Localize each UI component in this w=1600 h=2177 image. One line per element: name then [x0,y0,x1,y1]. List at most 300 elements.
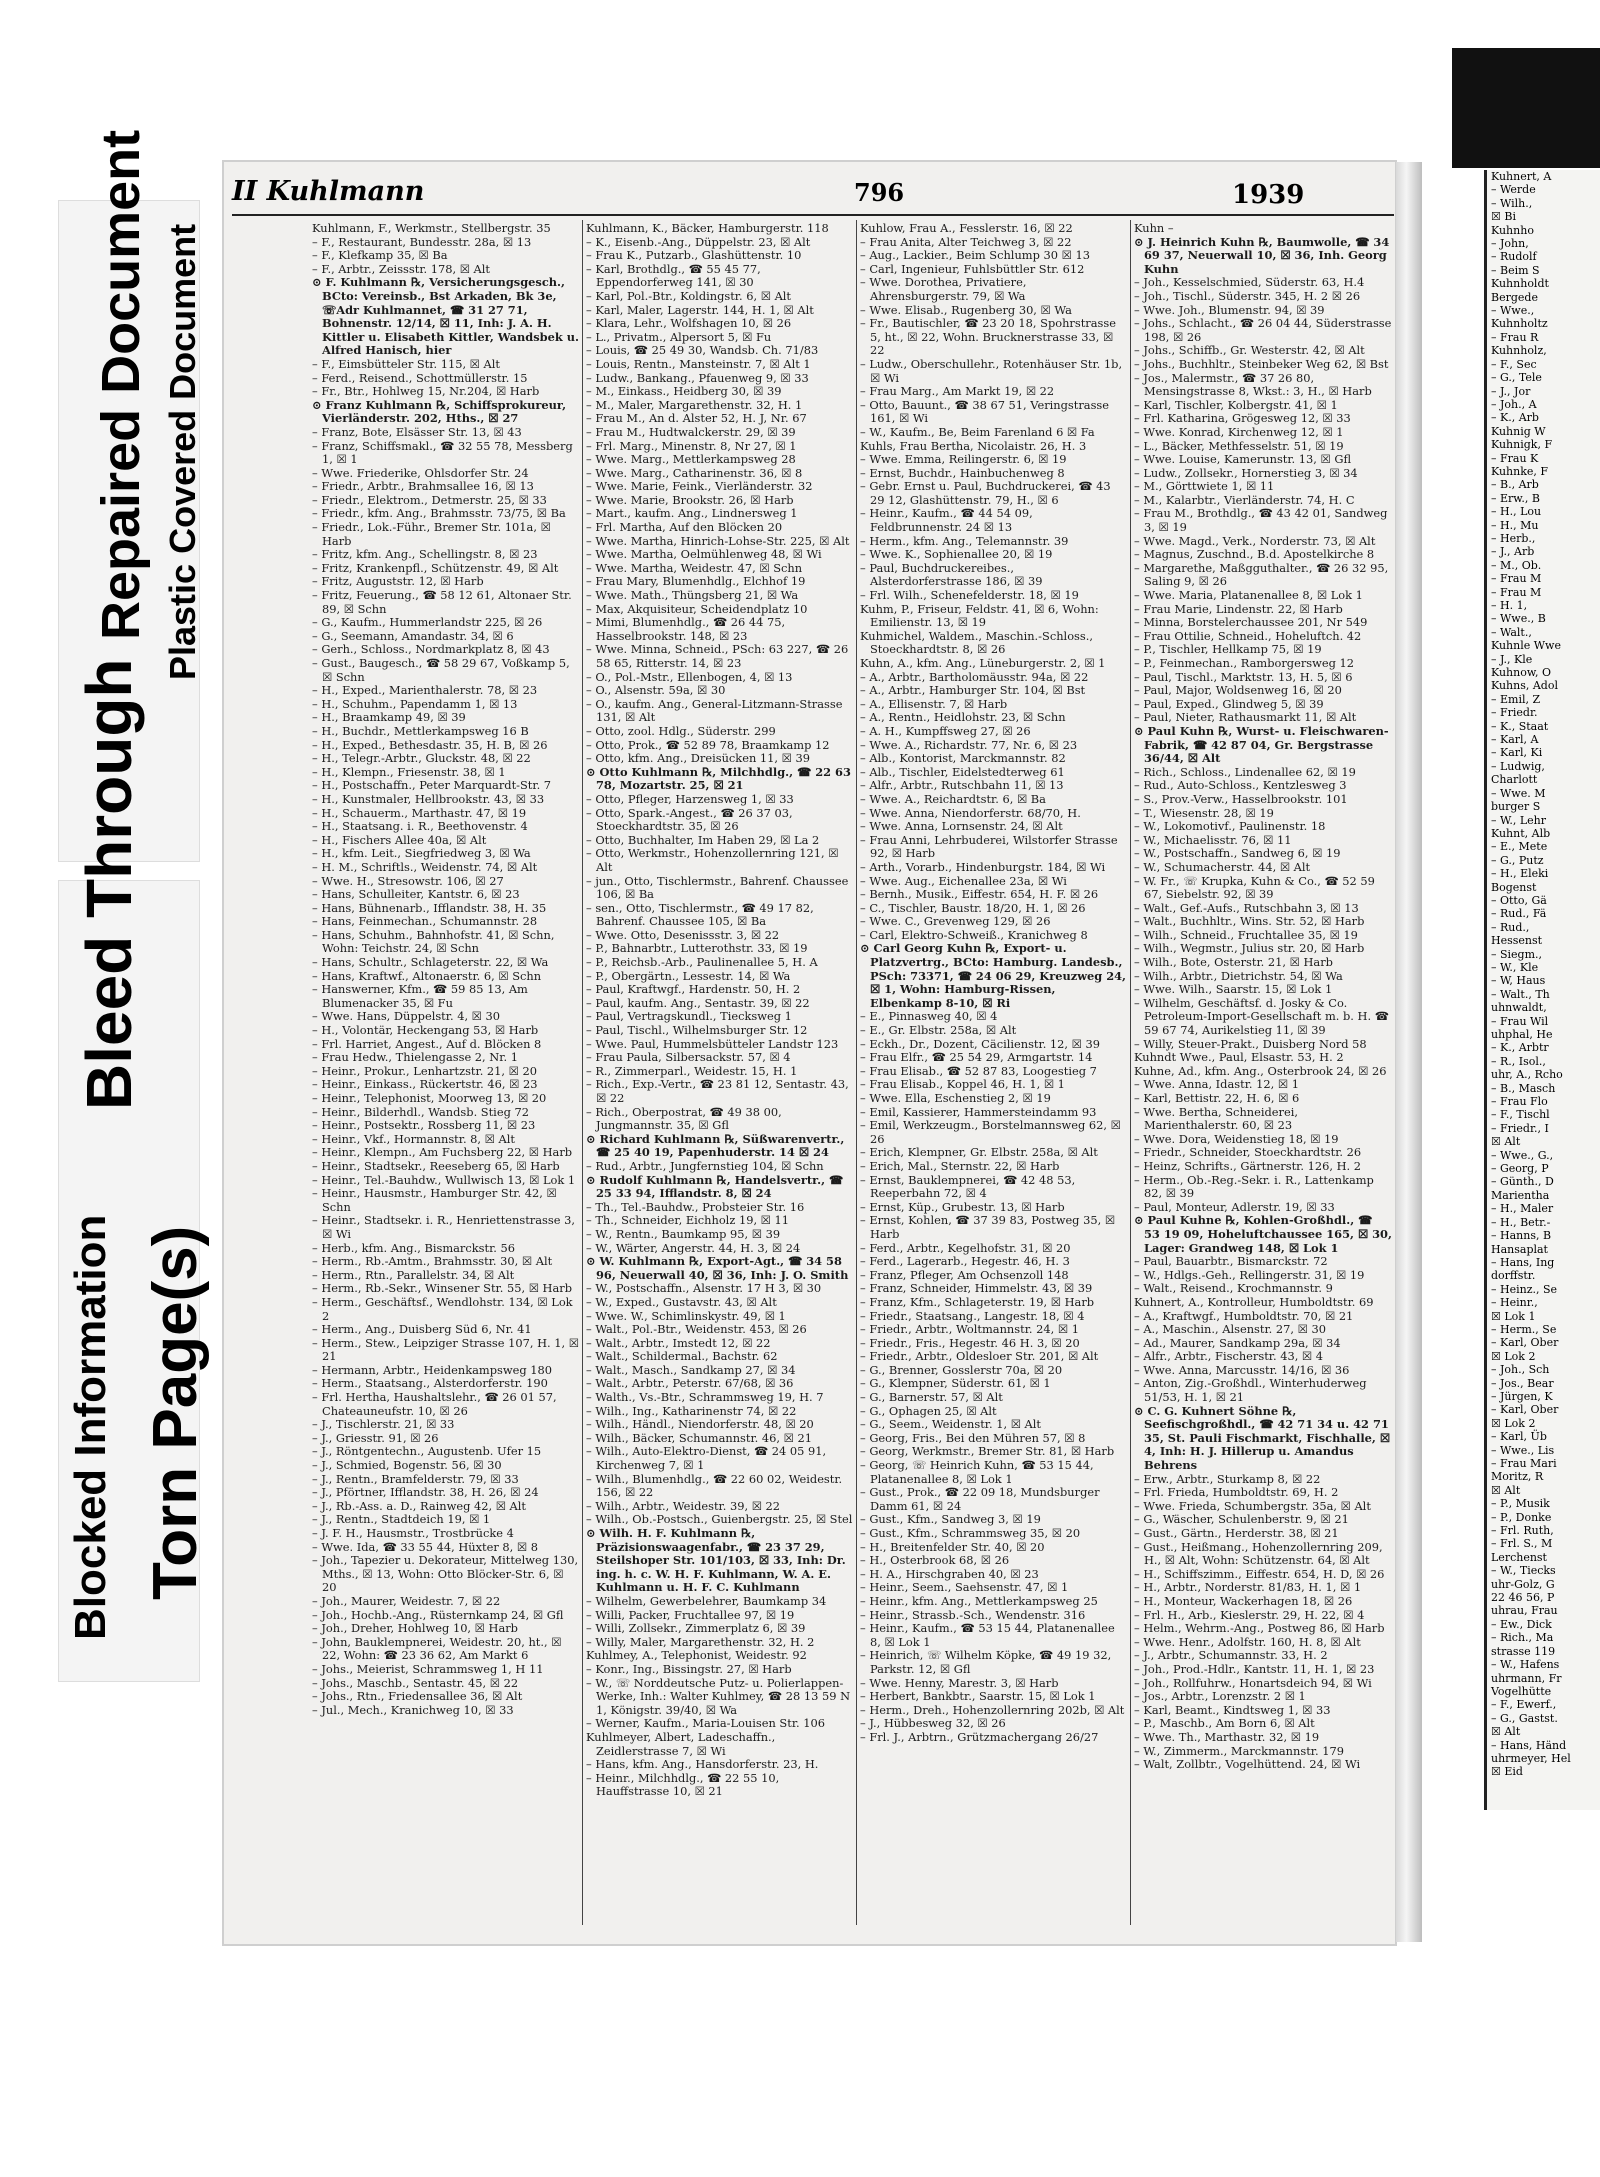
directory-entry: Kuhlmann, F., Werkmstr., Stellbergstr. 35 [312,222,551,235]
directory-entry: – Joh., Tapezier u. Dekorateur, Mittelweg 130, Mths., ☒ 13, Wohn: Otto Blöcker-Str. 6, ☒ 20 [312,1553,579,1595]
directory-entry: – Erw., Arbtr., Sturkamp 8, ☒ 22 [1134,1471,1321,1486]
directory-entry: – Willi, Packer, Fruchtallee 97, ☒ 19 [586,1607,795,1622]
directory-entry: – Wwe. Th., Marthastr. 32, ☒ 19 [1134,1729,1320,1744]
directory-entry: – Gust., Prok., ☎ 22 09 18, Mundsburger Damm 61, ☒ 24 [860,1485,1100,1513]
adjacent-entry: Bergede [1491,290,1538,304]
directory-entry: – Gerh., Schloss., Nordmarkplatz 8, ☒ 43 [312,642,550,657]
directory-entry: – Eckh., Dr., Dozent, Cäcilienstr. 12, ☒ 39 [860,1036,1100,1051]
directory-entry: – Frau Elisab., Koppel 46, H. 1, ☒ 1 [860,1077,1065,1092]
directory-entry: – Wilh., Ob.-Postsch., Guienbergstr. 25, ☒ Stel [586,1512,853,1527]
directory-entry: – F., Restaurant, Bundesstr. 28a, ☒ 13 [312,234,532,249]
directory-entry: – Friedr., Fris., Hegestr. 46 H. 3, ☒ 20 [860,1335,1080,1350]
directory-entry: – Herm., kfm. Ang., Telemannstr. 39 [860,533,1069,548]
directory-entry: – Heinr., Vkf., Hormannstr. 8, ☒ Alt [312,1131,515,1146]
directory-entry: – Georg, Werkmstr., Bremer Str. 81, ☒ Harb [860,1444,1115,1459]
directory-entry: – Hans, Schulleiter, Kantstr. 6, ☒ 23 [312,887,520,902]
directory-entry: – Wwe. H., Stresowstr. 106, ☒ 27 [312,873,504,888]
adjacent-entry: Kuhnow, O [1491,666,1551,680]
directory-entry: – W., Hdlgs.-Geh., Rellingerstr. 31, ☒ 19 [1134,1267,1365,1282]
directory-entry: – Wilhelm, Geschäftsf. d. Josky & Co. Petroleum-Import-Gesellschaft m. b. H. ☎ 59 67 74, Aurikelstieg 11, ☒ 39 [1134,995,1389,1038]
directory-entry: – Herm., Ang., Duisberg Süd 6, Nr. 41 [312,1322,532,1337]
directory-entry: Kuhlow, Frau A., Fesslerstr. 16, ☒ 22 [860,222,1073,235]
directory-entry: – Frl. H., Arb., Kieslerstr. 29, H. 22, ☒ 4 [1134,1607,1365,1622]
adjacent-entry: – Friedr., I [1491,1121,1549,1135]
adjacent-entry: – Frau Mari [1491,1457,1557,1470]
adjacent-entry: Bogenst [1491,880,1537,894]
directory-entry: – Johs., Schiffb., Gr. Westerstr. 42, ☒ Alt [1134,343,1365,358]
adjacent-entry: – Rud., [1491,920,1530,934]
directory-entry: – Friedr., Elektrom., Detmerstr. 25, ☒ 33 [312,492,547,507]
directory-entry: Kuhn – [1134,222,1174,235]
adjacent-entry: – K., Arb [1491,411,1539,425]
directory-entry: – Wwe. Bertha, Schneiderei, Marienthalerstr. 60, ☒ 23 [1134,1104,1298,1133]
directory-entry: – Wwe. Minna, Schneid., PSch: 63 227, ☎ 26 58 65, Ritterstr. 14, ☒ 23 [586,642,849,670]
adjacent-entry: uhrmeyer, Hel [1491,1751,1571,1765]
directory-entry: – P., Bahnarbtr., Lutterothstr. 33, ☒ 19 [586,941,808,956]
adjacent-entry: – J., Jor [1491,384,1531,398]
directory-entry: – Hermann, Arbtr., Heidenkampsweg 180 [312,1362,552,1377]
directory-entry: – Carl, Ingenieur, Fuhlsbüttler Str. 612 [860,261,1085,276]
directory-entry: – Johs., Buchhltr., Steinbeker Weg 62, ☒ Bst [1134,356,1389,371]
page-year: 1939 [1232,180,1305,210]
directory-entry: – Franz, Schiffsmakl., ☎ 32 55 78, Messberg 1, ☒ 1 [312,438,573,467]
adjacent-entry: – Wilh., [1491,196,1533,210]
adjacent-entry: – J., Kle [1491,652,1533,666]
adjacent-entry: 22 46 56, P [1491,1591,1555,1605]
directory-entry: – Wwe. Marie, Feink., Vierländerstr. 32 [586,479,813,494]
adjacent-entry: ☒ Alt [1491,1725,1521,1739]
adjacent-entry: ☒ Alt [1491,1135,1521,1149]
adjacent-entry: – Frau Flo [1491,1095,1548,1109]
directory-entry: – Friedr., Staatsang., Langestr. 18, ☒ 4 [860,1308,1085,1323]
directory-entry: – J., Pförtner, Ifflandstr. 38, H. 26, ☒ 24 [312,1485,539,1500]
directory-entry: – L., Bäcker, Methfesselstr. 51, ☒ 19 [1134,438,1344,453]
directory-entry: – Wwe. Henr., Adolfstr. 160, H. 8, ☒ Alt [1134,1634,1361,1649]
directory-entry: – Friedr., Arbtr., Oldesloer Str. 201, ☒ Alt [860,1349,1099,1364]
directory-entry: – W., Kaufm., Be, Beim Farenland 6 ☒ Fa [860,424,1095,439]
adjacent-entry: ☒ Lok 2 [1491,1349,1536,1363]
directory-entry: – O., kaufm. Ang., General-Litzmann-Strasse 131, ☒ Alt [586,696,843,725]
directory-entry: – Karl, Brothdlg., ☎ 55 45 77, Eppendorferweg 141, ☒ 30 [586,261,761,290]
directory-entry: – Franz, Kfm., Schlageterstr. 19, ☒ Harb [860,1294,1095,1309]
adjacent-entry: Hansaplat [1491,1242,1548,1256]
directory-entry: – Emil, Werkzeugm., Borstelmannsweg 62, ☒ 26 [860,1118,1121,1146]
adjacent-entry: – K., Staat [1491,719,1549,733]
adjacent-entry: uhnwaldt, [1491,1001,1547,1015]
directory-entry: – W., Exped., Gustavstr. 43, ☒ Alt [586,1294,777,1309]
adjacent-entry: – Frau R [1491,330,1539,344]
adjacent-entry: – Frl. Ruth, [1491,1524,1554,1538]
directory-entry: – W., Michaelisstr. 76, ☒ 11 [1134,832,1292,847]
directory-entry: – M., Maler, Margarethenstr. 32, H. 1 [586,397,803,412]
directory-entry: ⊙ F. Kuhlmann ℞, Versicherungsgesch., BCto: Vereinsb., Bst Arkaden, Bk 3e, ☏Adr Kuhlmannet, ☎ 31 27 71, Bohnenstr. 12/14, ☒ 11, Inh: J. A. H. Kittler u. Elisabeth Kittler, Wandsbek u. Alfred Hanisch, hier [312,275,579,358]
directory-entry: – W., Rentn., Baumkamp 95, ☒ 39 [586,1226,781,1241]
adjacent-entry: – F., Sec [1491,357,1537,371]
directory-entry: – H., Exped., Bethesdastr. 35, H. B, ☒ 26 [312,737,548,752]
adjacent-entry: – Rich., Ma [1491,1631,1554,1645]
adjacent-entry: – Wwe., Lis [1491,1443,1555,1457]
directory-entry: – Ernst, Küp., Grubestr. 13, ☒ Harb [860,1199,1065,1214]
directory-entry: – Friedr., Arbtr., Woltmannstr. 24, ☒ 1 [860,1322,1079,1337]
directory-entry: – Wwe. Aug., Eichenallee 23a, ☒ Wi [860,873,1067,888]
adjacent-entry: strasse 119 [1491,1644,1556,1658]
directory-entry: – Herm., Staatsang., Alsterdorferstr. 190 [312,1376,548,1391]
adjacent-entry: dorffstr. [1491,1269,1536,1283]
directory-entry: – Paul, Kraftwgf., Hardenstr. 50, H. 2 [586,982,801,997]
directory-entry: – P., Tischler, Hellkamp 75, ☒ 19 [1134,642,1322,657]
directory-entry: – Walt., Arbtr., Imstedt 12, ☒ 22 [586,1335,771,1350]
directory-entry: – Heinr., Seem., Saehsenstr. 47, ☒ 1 [860,1580,1069,1595]
directory-entry: – Heinr., Bilderhdl., Wandsb. Stieg 72 [312,1104,529,1119]
directory-entry: – J., Schmied, Bogenstr. 56, ☒ 30 [312,1458,502,1473]
directory-entry: – G., Barnerstr. 57, ☒ Alt [860,1390,1003,1405]
directory-entry: – G., Wäscher, Schulenberstr. 9, ☒ 21 [1134,1512,1349,1527]
directory-entry: – Johs., Maschb., Sentastr. 45, ☒ 22 [312,1675,519,1690]
directory-entry: – G., Seemann, Amandastr. 34, ☒ 6 [312,628,514,643]
directory-entry: – Wwe. Otto, Desenissstr. 3, ☒ 22 [586,927,780,942]
directory-entry: – Karl, Bettistr. 22, H. 6, ☒ 6 [1134,1091,1300,1105]
directory-entry: – J., Arbtr., Schumannstr. 33, H. 2 [1134,1648,1328,1663]
directory-entry: – Ernst, Buchdr., Hainbuchenweg 8 [860,465,1065,480]
directory-entry: – H., Schuhm., Papendamm 1, ☒ 13 [312,696,518,711]
adjacent-page-column [1487,170,1600,1810]
directory-entry: Kuhlmeyer, Albert, Ladeschaffn., Zeidlerstrasse 7, ☒ Wi [586,1729,776,1758]
column-divider [856,220,857,1925]
adjacent-entry: – Joh., A [1491,397,1537,411]
adjacent-entry: Kuhns, Adol [1491,679,1558,693]
adjacent-entry: – Werde [1491,183,1536,197]
adjacent-entry: – Herm., Se [1491,1322,1557,1336]
adjacent-entry: – Frl. S., M [1491,1537,1553,1551]
directory-entry: – Erich, Klempner, Gr. Elbstr. 258a, ☒ Alt [860,1145,1098,1160]
directory-entry: – Rich., Schloss., Lindenallee 62, ☒ 19 [1134,764,1356,779]
directory-entry: – Paul, Monteur, Adlerstr. 19, ☒ 33 [1134,1199,1335,1214]
page-header [232,176,1392,216]
directory-entry: – Heinr., Stadtsekr. i. R., Henriettenstrasse 3, ☒ Wi [312,1213,575,1241]
directory-entry: Kuhndt Wwe., Paul, Elsastr. 53, H. 2 [1134,1050,1344,1065]
directory-entry: – Wwe. Joh., Blumenstr. 94, ☒ 39 [1134,302,1325,317]
directory-entry: – Wwe. Elisab., Rugenberg 30, ☒ Wa [860,302,1072,317]
directory-entry: – Otto, Werkmstr., Hohenzollernring 121, ☒ Alt [586,846,839,874]
directory-entry: – F., Eimsbütteler Str. 115, ☒ Alt [312,356,500,371]
adjacent-entry: – B., Masch [1491,1081,1556,1095]
adjacent-entry: – F., Ewerf., [1491,1698,1557,1712]
directory-entry: – Gust., Gärtn., Herderstr. 38, ☒ 21 [1134,1526,1339,1540]
directory-entry: – Frau M., An d. Alster 52, H. J, Nr. 67 [586,411,807,426]
directory-entry: – Alfr., Arbtr., Fischerstr. 43, ☒ 4 [1134,1349,1324,1364]
adjacent-entry: – Beim S [1491,263,1540,277]
directory-entry: ⊙ Franz Kuhlmann ℞, Schiffsprokureur, Vierländerstr. 202, Hths., ☒ 27 [312,397,567,426]
directory-entry: – Karl, Tischler, Kolbergstr. 41, ☒ 1 [1134,397,1338,412]
adjacent-entry: – G., Putz [1491,853,1544,867]
directory-entry: – Otto, Pfleger, Harzensweg 1, ☒ 33 [586,791,794,806]
directory-entry: – Alb., Tischler, Eidelstedterweg 61 [860,764,1065,779]
adjacent-entry: – Ew., Dick [1491,1617,1552,1631]
directory-entry: – Friedr., Arbtr., Brahmsallee 16, ☒ 13 [312,479,534,494]
directory-entry: – E., Pinnasweg 40, ☒ 4 [860,1009,998,1024]
directory-entry: – Frl. Harriet, Angest., Auf d. Blöcken 8 [312,1036,542,1051]
adjacent-entry: Kuhnig W [1491,424,1546,438]
adjacent-entry: – H., Maler [1491,1202,1554,1216]
directory-entry: – Hans, Schultr., Schlageterstr. 22, ☒ Wa [312,955,549,970]
scan-frame-corner [1452,48,1600,168]
directory-entry: Kuhn, A., kfm. Ang., Lüneburgerstr. 2, ☒ 1 [860,656,1106,670]
directory-entry: – Joh., Maurer, Weidestr. 7, ☒ 22 [312,1593,501,1608]
directory-entry: – J., Griesstr. 91, ☒ 26 [312,1430,439,1445]
directory-entry: – Heinr., Kaufm., ☎ 53 15 44, Platanenallee 8, ☒ Lok 1 [860,1621,1115,1649]
directory-entry: – A., Arbtr., Hamburger Str. 104, ☒ Bst [860,683,1086,698]
directory-entry: – Franz, Pfleger, Am Ochsenzoll 148 [860,1267,1069,1282]
adjacent-entry: – G., Gastst. [1491,1711,1558,1725]
directory-entry: – Gust., Heißmang., Hohenzollernring 209, H., ☒ Alt, Wohn: Schützenstr. 64, ☒ Alt [1134,1539,1383,1568]
adjacent-entry: – Frau K [1491,451,1539,465]
directory-entry: – H., Schauerm., Marthastr. 47, ☒ 19 [312,805,527,820]
directory-entry: – H., Osterbrook 68, ☒ 26 [860,1553,1010,1568]
directory-entry: – Frau Mary, Blumenhdlg., Elchhof 19 [586,574,806,589]
directory-entry: – Magnus, Zuschnd., B.d. Apostelkirche 8 [1134,547,1375,562]
adjacent-entry: – E., Mete [1491,840,1548,854]
directory-entry: – Ludw., Zollsekr., Hornerstieg 3, ☒ 34 [1134,465,1358,480]
adjacent-entry: – Hans, Händ [1491,1738,1567,1752]
adjacent-entry: Kuhnert, A [1491,170,1552,183]
directory-entry: – Max, Akquisiteur, Scheidendplatz 10 [586,601,808,616]
directory-entry: – H., Volontär, Heckengang 53, ☒ Harb [312,1023,539,1038]
directory-entry: – S., Prov.-Verw., Hasselbrookstr. 101 [1134,791,1348,806]
directory-entry: – Ernst, Bauklempnerei, ☎ 42 48 53, Reeperbahn 72, ☒ 4 [860,1172,1076,1201]
adjacent-entry: burger S [1491,800,1541,814]
directory-entry: – Wwe. Paul, Hummelsbütteler Landstr 123 [586,1036,839,1051]
directory-entry: – Wilh., Bote, Osterstr. 21, ☒ Harb [1134,955,1333,970]
directory-entry: – Friedr., kfm. Ang., Brahmsstr. 73/75, ☒ Ba [312,506,566,521]
directory-entry: – Louis, ☎ 25 49 30, Wandsb. Ch. 71/83 [586,343,819,358]
directory-entry: – E., Gr. Elbstr. 258a, ☒ Alt [860,1023,1017,1038]
directory-entry: ⊙ Paul Kuhn ℞, Wurst- u. Fleischwaren-Fabrik, ☎ 42 87 04, Gr. Bergstrasse 36/44, ☒ Alt [1134,723,1389,766]
directory-entry: – Hanswerner, Kfm., ☎ 59 85 13, Am Blumenacker 35, ☒ Fu [312,982,528,1010]
directory-entry: – H. A., Hirschgraben 40, ☒ 23 [860,1566,1039,1581]
directory-entry: – Otto, Spark.-Angest., ☎ 26 37 03, Stoeckhardtstr. 35, ☒ 26 [586,805,793,834]
directory-entry: – Frau Paula, Silbersackstr. 57, ☒ 4 [586,1050,791,1065]
directory-entry: – Fr., Btr., Hohlweg 15, Nr.204, ☒ Harb [312,384,540,399]
adjacent-entry: Hessenst [1491,934,1543,948]
adjacent-entry: – Friedr. [1491,706,1538,720]
adjacent-entry: Marientha [1491,1188,1550,1202]
directory-entry: – Ferd., Lagerarb., Hegestr. 46, H. 3 [860,1254,1070,1269]
adjacent-entry: – Georg, P [1491,1162,1549,1176]
adjacent-entry: – H., Betr.- [1491,1215,1551,1229]
directory-entry: – Herm., Stew., Leipziger Strasse 107, H. 1, ☒ 21 [312,1335,579,1364]
directory-entry: – G., Klempner, Süderstr. 61, ☒ 1 [860,1376,1051,1391]
adjacent-entry: Kuhnke, F [1491,464,1549,478]
directory-entry: – Fritz, Krankenpfl., Schützenstr. 49, ☒ Alt [312,560,559,575]
directory-entry: – Frl. Frieda, Humboldtstr. 69, H. 2 [1134,1485,1339,1500]
adjacent-entry: ☒ Eid [1491,1765,1523,1779]
directory-entry: – Wwe. Martha, Hinrich-Lohse-Str. 225, ☒ Alt [586,533,850,548]
adjacent-entry: – Erw., B [1491,491,1540,505]
directory-entry: – Karl, Maler, Lagerstr. 144, H. 1, ☒ Alt [586,302,814,317]
directory-entry: – Th., Tel.-Bauhdw., Probsteier Str. 16 [586,1199,805,1214]
directory-entry: – Ad., Maurer, Sandkamp 29a, ☒ 34 [1134,1335,1341,1350]
directory-entry: – Frau Ottilie, Schneid., Hoheluftch. 42 [1134,628,1362,643]
directory-entry: – Joh., Tischl., Süderstr. 345, H. 2 ☒ 26 [1134,288,1361,303]
directory-entry: – H., Buchdr., Mettlerkampsweg 16 B [312,723,529,738]
directory-entry: – Joh., Prod.-Hdlr., Kantstr. 11, H. 1, ☒ 23 [1134,1661,1375,1676]
directory-entry: – Wwe. Magd., Verk., Norderstr. 73, ☒ Alt [1134,533,1376,548]
directory-entry: – W., Schumacherstr. 44, ☒ Alt [1134,859,1311,874]
directory-entry: – Georg, Fris., Bei den Mühren 57, ☒ 8 [860,1430,1086,1445]
directory-column-3 [860,222,1128,1922]
directory-entry: – Wwe. Frieda, Schumbergstr. 35a, ☒ Alt [1134,1498,1371,1513]
adjacent-entry: uhrmann, Fr [1491,1671,1562,1685]
directory-entry: – Walt., Buchhltr., Wins. Str. 52, ☒ Harb [1134,914,1365,929]
directory-entry: – Wwe. Math., Thüngsberg 21, ☒ Wa [586,588,799,603]
directory-entry: – Otto, Prok., ☎ 52 89 78, Braamkamp 12 [586,737,830,752]
directory-entry: – O., Alsenstr. 59a, ☒ 30 [586,683,726,698]
directory-entry: – O., Pol.-Mstr., Ellenbogen, 4, ☒ 13 [586,669,793,684]
page-edge [1396,162,1422,1942]
directory-entry: – M., Kalarbtr., Vierländerstr. 74, H. C [1134,492,1355,507]
directory-entry: – Herm., Rtn., Parallelstr. 34, ☒ Alt [312,1267,515,1282]
directory-entry: – Mimi, Blumenhdlg., ☎ 26 44 75, Hasselbrookstr. 148, ☒ 23 [586,615,786,643]
directory-entry: ⊙ Carl Georg Kuhn ℞, Export- u. Platzvertrg., BCto: Hamburg. Landesb., PSch: 73371, ☎ 24 06 29, Kreuzweg 24, ☒ 1, Wohn: Hamburg-Rissen, Elbenkamp 8-10, ☒ Ri [860,941,1127,1010]
directory-entry: – Wwe. Wilh., Saarstr. 15, ☒ Lok 1 [1134,982,1333,997]
directory-column-4 [1134,222,1392,1922]
directory-entry: – Hans, Bühnenarb., Ifflandstr. 38, H. 35 [312,900,547,915]
directory-entry: – Mart., kaufm. Ang., Lindnersweg 1 [586,506,798,521]
directory-entry: – J. F. H., Hausmstr., Trostbrücke 4 [312,1526,514,1540]
directory-entry: ⊙ J. Heinrich Kuhn ℞, Baumwolle, ☎ 34 69 37, Neuerwall 10, ☒ 36, Inh. Georg Kuhn [1134,234,1390,276]
directory-entry: – Wwe. Ella, Eschenstieg 2, ☒ 19 [860,1091,1051,1105]
adjacent-entry: – Jürgen, K [1491,1389,1553,1403]
directory-entry: – Wwe. Henny, Marestr. 3, ☒ Harb [860,1675,1059,1690]
directory-entry: – W., Postschaffn., Sandweg 6, ☒ 19 [1134,846,1341,861]
directory-entry: – Friedr., Schneider, Stoeckhardtstr. 26 [1134,1145,1362,1160]
directory-entry: – Rich., Exp.-Vertr., ☎ 23 81 12, Sentastr. 43, ☒ 22 [586,1077,849,1105]
directory-entry: – Fritz, kfm. Ang., Schellingstr. 8, ☒ 23 [312,547,538,562]
directory-entry: – J., Rentn., Bramfelderstr. 79, ☒ 33 [312,1471,519,1486]
directory-entry: – H., Schiffszimm., Eiffestr. 654, H. D, ☒ 26 [1134,1566,1385,1581]
directory-entry: – Frau Anni, Lehrbuderei, Wilstorfer Strasse 92, ☒ Harb [860,832,1118,861]
directory-entry: – Wilh., Bäcker, Schumannstr. 46, ☒ 21 [586,1430,812,1445]
directory-entry: – Konr., Ing., Bissingstr. 27, ☒ Harb [586,1661,792,1676]
directory-entry: – W., Zimmerm., Marckmannstr. 179 [1134,1743,1344,1758]
directory-entry: – Frl. Wilh., Schenefelderstr. 18, ☒ 19 [860,588,1079,603]
label-blocked-information: Blocked Information [66,1214,115,1640]
directory-entry: – R., Zimmerparl., Weidestr. 15, H. 1 [586,1063,798,1078]
directory-entry: ⊙ C. G. Kuhnert Söhne ℞, Seefischgroßhdl., ☎ 42 71 34 u. 42 71 35, St. Pauli Fischmarkt, Fischhalle, ☒ 4, Inh: H. J. Hillerup u. Amandus Behrens [1134,1403,1391,1473]
directory-entry: – Hans, kfm. Ang., Hansdorferstr. 23, H. [586,1757,819,1772]
directory-entry: – Walt., Masch., Sandkamp 27, ☒ 34 [586,1362,796,1377]
directory-entry: Kuhlmey, A., Telephonist, Weidestr. 92 [586,1648,807,1663]
directory-entry: – Heinr., Postsektr., Rossberg 11, ☒ 23 [312,1118,536,1133]
directory-entry: – Frau M., Hudtwalckerstr. 29, ☒ 39 [586,424,796,439]
header-title: II Kuhlmann [232,176,425,207]
directory-entry: – Heinrich, ☏ Wilhelm Köpke, ☎ 49 19 32, Parkstr. 12, ☒ Gfl [860,1648,1112,1676]
directory-entry: – Heinr., Klempn., Am Fuchsberg 22, ☒ Harb [312,1145,573,1160]
directory-entry: – Minna, Borstelerchaussee 201, Nr 549 [1134,615,1368,630]
directory-entry: – Carl, Elektro-Schweiß., Kranichweg 8 [860,927,1088,942]
directory-entry: Kuhne, Ad., kfm. Ang., Osterbrook 24, ☒ 26 [1134,1063,1387,1078]
directory-entry: – G., Kaufm., Hummerlandstr 225, ☒ 26 [312,615,543,630]
directory-entry: – Margarethe, Maßgguthalter., ☎ 26 32 95, Saling 9, ☒ 26 [1134,560,1389,589]
adjacent-entry: Kuhnho [1491,223,1534,237]
directory-entry: – Frau M., Brothdlg., ☎ 43 42 01, Sandweg 3, ☒ 19 [1134,506,1388,535]
directory-entry: – Wwe. K., Sophienallee 20, ☒ 19 [860,547,1053,562]
directory-entry: – Paul, Nieter, Rathausmarkt 11, ☒ Alt [1134,710,1357,725]
directory-entry: – Wwe. Marie, Brookstr. 26, ☒ Harb [586,492,794,507]
adjacent-entry: – Rudolf [1491,250,1537,264]
adjacent-entry: – Rud., Fä [1491,907,1547,921]
directory-entry: – Frau Elisab., ☎ 52 87 83, Loogestieg 7 [860,1063,1097,1078]
adjacent-entry: ☒ Lok 1 [1491,1309,1536,1323]
column-divider [582,220,583,1925]
directory-entry: – Frau Elfr., ☎ 25 54 29, Armgartstr. 14 [860,1050,1093,1065]
directory-entry: ⊙ Otto Kuhlmann ℞, Milchhdlg., ☎ 22 63 78, Mozartstr. 25, ☒ 21 [586,764,851,793]
directory-entry: ⊙ Rudolf Kuhlmann ℞, Handelsvertr., ☎ 25 33 94, Ifflandstr. 8, ☒ 24 [586,1172,844,1201]
adjacent-entry: – John, [1491,237,1529,251]
directory-entry: – H., kfm. Leit., Siegfriedweg 3, ☒ Wa [312,846,531,861]
directory-entry: – Willy, Maler, Margarethenstr. 32, H. 2 [586,1634,815,1649]
directory-entry: – Alfr., Arbtr., Rutschbahn 11, ☒ 13 [860,778,1064,793]
directory-entry: – Gust., Baugesch., ☎ 58 29 67, Voßkamp 5, ☒ Schn [312,656,570,684]
directory-entry: – Heinr., Hausmstr., Hamburger Str. 42, ☒ Schn [312,1186,557,1214]
directory-entry: – Paul, Major, Woldsenweg 16, ☒ 20 [1134,683,1342,698]
directory-entry: – Herbert, Bankbtr., Saarstr. 15, ☒ Lok 1 [860,1689,1096,1704]
directory-entry: – Hans, Feinmechan., Schumannstr. 28 [312,914,538,929]
directory-entry: – Paul, Tischl., Marktstr. 13, H. 5, ☒ 6 [1134,669,1353,684]
directory-entry: – G., Brenner, Gosslerstr 70a, ☒ 20 [860,1362,1063,1377]
directory-entry: – Ludw., Bankang., Pfauenweg 9, ☒ 33 [586,370,809,385]
adjacent-entry: uhphal, He [1491,1028,1553,1041]
adjacent-entry: – Wwe., B [1491,612,1546,626]
directory-entry: – Paul, Tischl., Wilhelmsburger Str. 12 [586,1023,808,1038]
directory-entry: – Otto, Bauunt., ☎ 38 67 51, Veringstrasse 161, ☒ Wi [860,397,1110,426]
directory-entry: Kuhls, Frau Bertha, Nicolaistr. 26, H. 3 [860,438,1087,453]
adjacent-entry: uhr-Golz, G [1491,1577,1555,1591]
directory-entry: – J., Tischlerstr. 21, ☒ 33 [312,1417,455,1432]
adjacent-entry: – Walt., Th [1491,987,1550,1001]
directory-entry: – jun., Otto, Tischlermstr., Bahrenf. Chaussee 106, ☒ Ba [586,873,849,902]
directory-entry: – Rud., Auto-Schloss., Kentzlesweg 3 [1134,778,1347,793]
directory-entry: – L., Privatm., Alpersort 5, ☒ Fu [586,329,772,344]
directory-entry: – A., Rentn., Heidlohstr. 23, ☒ Schn [860,710,1066,725]
directory-entry: – Rich., Oberpostrat, ☎ 49 38 00, Jungmannstr. 35, ☒ Gfl [586,1104,782,1133]
directory-entry: – G., Ophagen 25, ☒ Alt [860,1403,997,1418]
directory-entry: – C., Tischler, Baustr. 18/20, H. 1, ☒ 26 [860,900,1086,915]
directory-entry: – Paul, Bauarbtr., Bismarckstr. 72 [1134,1254,1328,1269]
adjacent-entry: – Hanns, B [1491,1229,1552,1243]
directory-entry: – Werner, Kaufm., Maria-Louisen Str. 106 [586,1716,825,1731]
directory-entry: – Walt., Pol.-Btr., Weidenstr. 453, ☒ 26 [586,1322,807,1337]
directory-entry: – Walt., Schildermal., Bachstr. 62 [586,1349,778,1364]
directory-entry: – Frau K., Putzarb., Glashüttenstr. 10 [586,248,802,263]
directory-entry: – Anton, Zig.-Großhdl., Winterhuderweg 51/53, H. 1, ☒ 21 [1134,1376,1367,1405]
directory-entry: Kuhm, P., Friseur, Feldstr. 41, ☒ 6, Wohn: Emilienstr. 13, ☒ 19 [860,601,1099,630]
directory-entry: – A., Maschin., Alsenstr. 27, ☒ 30 [1134,1322,1326,1337]
label-plastic-covered: Plastic Covered Document [162,223,203,680]
directory-entry: – Karl, Pol.-Btr., Koldingstr. 6, ☒ Alt [586,288,792,303]
directory-entry: – Wwe. Marg., Mettlerkampsweg 28 [586,452,796,467]
adjacent-entry: – Herb., [1491,531,1536,545]
directory-entry: – Frl. Hertha, Haushaltslehr., ☎ 26 01 57, Chateauneufstr. 10, ☒ 26 [312,1390,557,1418]
directory-entry: – Wilh., Arbtr., Dietrichstr. 54, ☒ Wa [1134,968,1343,983]
adjacent-entry: – P., Donke [1491,1510,1552,1524]
adjacent-entry: – P., Musik [1491,1497,1550,1511]
directory-entry: – Willy, Steuer-Prakt., Duisberg Nord 58 [1134,1036,1367,1051]
directory-entry: – Heinz, Schrifts., Gärtnerstr. 126, H. 2 [1134,1158,1362,1173]
directory-entry: – Aug., Lackier., Beim Schlump 30 ☒ 13 [860,248,1090,263]
directory-entry: – K., Eisenb.-Ang., Düppelstr. 23, ☒ Alt [586,234,811,249]
directory-entry: ⊙ W. Kuhlmann ℞, Export-Agt., ☎ 34 58 96, Neuerwall 40, ☒ 36, Inh: J. O. Smith [586,1254,849,1282]
